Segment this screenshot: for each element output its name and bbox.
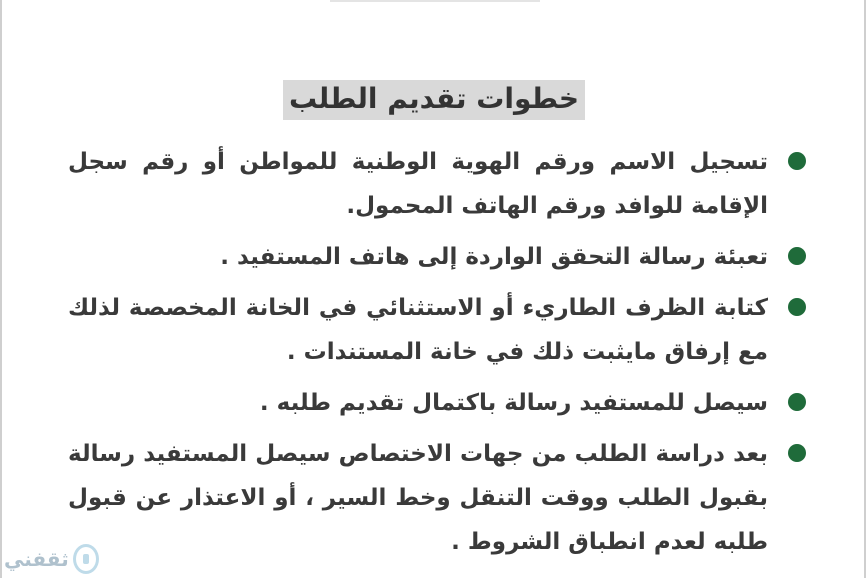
section-title: خطوات تقديم الطلب <box>283 80 585 120</box>
step-text: تسجيل الاسم ورقم الهوية الوطنية للمواطن أو رقم سجل الإقامة للوافد ورقم الهاتف المحمول. <box>68 149 768 219</box>
step-text: سيصل للمستفيد رسالة باكتمال تقديم طلبه . <box>259 390 768 416</box>
bullet-dot <box>788 393 806 411</box>
bullet-dot <box>788 444 806 462</box>
watermark-text: ثقفني <box>4 547 69 571</box>
step-item <box>68 432 768 564</box>
step-text: كتابة الظرف الطاريء أو الاستثنائي في الخانة المخصصة لذلك مع إرفاق مايثبت ذلك في خانة المستندات . <box>68 295 768 365</box>
title-container <box>0 80 868 120</box>
bullet-dot <box>788 247 806 265</box>
lightbulb-icon <box>73 544 99 574</box>
step-text: بعد دراسة الطلب من جهات الاختصاص سيصل المستفيد رسالة بقبول الطلب ووقت التنقل وخط السير ، أو الاعتذار عن قبول طلبه لعدم انطباق الشروط . <box>68 441 768 555</box>
bullet-dot <box>788 298 806 316</box>
watermark <box>4 544 99 574</box>
step-item <box>68 381 768 425</box>
bullet-dot <box>788 152 806 170</box>
top-divider <box>330 0 540 2</box>
step-item <box>68 140 768 228</box>
step-item <box>68 286 768 374</box>
step-item <box>68 235 768 279</box>
steps-list <box>68 140 768 571</box>
step-text: تعبئة رسالة التحقق الواردة إلى هاتف المستفيد . <box>220 244 768 270</box>
